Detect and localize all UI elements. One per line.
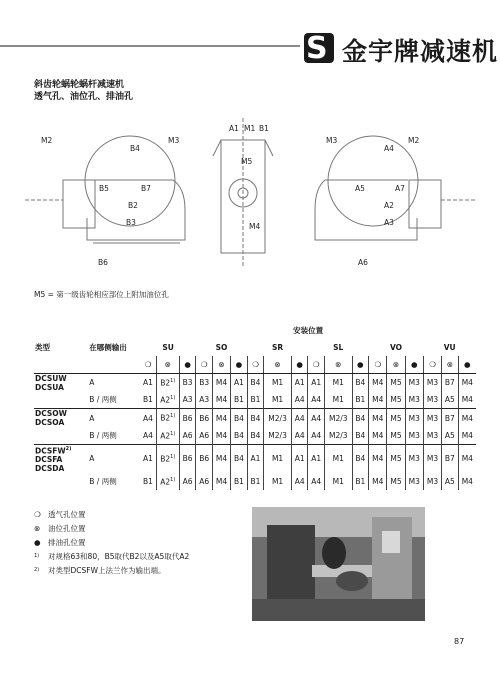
value-cell: M3 [423,473,441,490]
value-cell: M4 [369,409,387,428]
svg-text:B7: B7 [141,184,151,193]
value-cell: M1 [264,444,292,473]
type-cell [34,427,83,444]
drain-icon: ● [34,537,41,547]
symbol-row [34,356,476,373]
symbol-cell: ● [352,356,369,373]
type-cell: DCSFW$^{2)}$ DCSFA DCSDA [34,444,83,473]
value-cell: B6 [179,409,196,428]
title-line-2: 透气孔、油位孔、排油孔 [34,92,134,102]
value-cell: B1 [140,473,156,490]
value-cell: B6 [179,444,196,473]
table-install-header-row [34,322,476,339]
output-cell: B / 两侧 [89,395,117,405]
symbol-cell: ❍ [247,356,264,373]
svg-text:B6: B6 [98,258,108,267]
value-cell: M1 [324,392,352,409]
brand-name: 金宇牌减速机 [342,37,499,66]
value-cell: B1 [352,473,369,490]
legend-level: ⊗ 油位孔位置 [34,523,86,533]
brand-logo: S [304,33,334,63]
svg-text:B3: B3 [126,218,136,227]
output-cell: A [83,409,140,428]
pos-sl: SL [333,343,344,352]
value-cell: A4 [308,427,325,444]
value-cell: M4 [461,477,473,486]
factory-photo [252,507,425,621]
value-cell: B3 [179,373,196,392]
value-cell: A4 [308,473,325,490]
col-output: 在哪侧输出 [89,343,127,352]
value-cell: M5 [387,373,405,392]
value-cell: B4 [231,444,248,473]
svg-text:B5: B5 [99,184,109,193]
value-cell: M4 [461,430,473,440]
symbol-cell: ⊗ [156,356,179,373]
value-cell: B4 [247,409,264,428]
symbol-cell: ● [231,356,248,373]
value-cell: B2$^{1)}$ [156,409,179,428]
value-cell: B4 [247,427,264,444]
value-cell: B2$^{1)}$ [156,373,179,392]
value-cell: M3 [423,409,441,428]
type-cell [34,473,83,490]
symbol-cell: ● [291,356,308,373]
svg-text:B1: B1 [259,124,269,133]
value-cell: M3 [405,373,423,392]
value-cell: B7 [442,409,459,428]
svg-text:B2: B2 [128,201,138,210]
value-cell: A1 [308,444,325,473]
value-cell: M2/3 [324,409,352,428]
value-cell: A4 [291,392,308,409]
footnote-2: 2) 对类型DCSFW上法兰作为输出端。 [34,565,166,575]
value-cell: M5 [387,427,405,444]
table-row [34,473,476,490]
value-cell: M4 [458,373,476,392]
value-cell: A4 [291,473,308,490]
value-cell: M3 [405,392,423,409]
value-cell: M4 [212,444,230,473]
value-cell: M5 [387,392,405,409]
value-cell: A4 [308,409,325,428]
value-cell: B7 [442,444,459,473]
value-cell: M4 [212,392,230,409]
value-cell: B1 [231,473,248,490]
value-cell: M2/3 [324,427,352,444]
symbol-cell: ❍ [423,356,441,373]
value-cell: M4 [461,395,473,405]
reducer-drawings [25,118,475,278]
value-cell: B2$^{1)}$ [156,444,179,473]
value-cell: M4 [369,392,387,409]
value-cell: M5 [387,409,405,428]
output-cell: A [83,373,140,392]
value-cell: B4 [352,409,369,428]
header-rule [0,45,300,47]
output-cell: A [83,444,140,473]
value-cell: M4 [212,473,230,490]
svg-text:M2: M2 [408,136,420,145]
value-cell: M1 [324,444,352,473]
legend [34,507,189,577]
symbol-cell: ❍ [308,356,325,373]
value-cell: A6 [179,473,196,490]
value-cell: M4 [212,409,230,428]
symbol-cell: ⊗ [442,356,459,373]
value-cell: B4 [247,373,264,392]
value-cell: M1 [324,373,352,392]
value-cell: M3 [423,392,441,409]
table-row [34,373,476,392]
value-cell: M3 [423,444,441,473]
value-cell: A1 [291,444,308,473]
value-cell: A6 [196,473,213,490]
legend-vent: ❍ 透气孔位置 [34,509,86,519]
document-title [34,79,133,103]
value-cell: M1 [264,373,292,392]
svg-text:M3: M3 [168,136,180,145]
symbol-cell: ● [405,356,423,373]
value-cell: A4 [291,409,308,428]
value-cell: A2$^{1)}$ [156,392,179,409]
install-position-label: 安装位置 [293,326,324,335]
value-cell: M4 [212,427,230,444]
value-cell: A1 [140,373,156,392]
value-cell: B4 [352,427,369,444]
value-cell: M3 [423,427,441,444]
value-cell: B1 [247,473,264,490]
value-cell: A1 [291,373,308,392]
svg-text:A4: A4 [384,144,394,153]
symbol-cell: ❍ [369,356,387,373]
position-table [34,322,476,490]
svg-text:A7: A7 [395,184,405,193]
symbol-cell: ⊗ [212,356,230,373]
value-cell: A5 [442,427,459,444]
value-cell: M3 [405,473,423,490]
pos-so: SO [215,343,228,352]
value-cell: M4 [458,409,476,428]
value-cell: M1 [324,473,352,490]
table-row [34,392,476,409]
value-cell: M3 [405,444,423,473]
type-cell [34,392,83,409]
value-cell: B4 [231,409,248,428]
value-cell: A4 [140,427,156,444]
symbol-cell: ❍ [196,356,213,373]
svg-text:M5: M5 [241,157,253,166]
value-cell: B7 [442,373,459,392]
value-cell: B1 [231,392,248,409]
symbol-cell: ⊗ [324,356,352,373]
value-cell: M4 [369,373,387,392]
value-cell: B4 [231,427,248,444]
table-row [34,444,476,473]
value-cell: M1 [264,392,292,409]
footnote-1: 1) 对规格63和80，B5取代B2以及A5取代A2 [34,551,190,561]
value-cell: A4 [308,392,325,409]
value-cell: A2$^{1)}$ [156,427,179,444]
svg-text:A6: A6 [358,258,368,267]
svg-text:M3: M3 [326,136,338,145]
svg-text:A1: A1 [229,124,239,133]
svg-text:M1: M1 [244,124,256,133]
value-cell: A6 [179,427,196,444]
table-row [34,409,476,428]
output-cell: B / 两侧 [89,430,117,440]
svg-text:M2: M2 [41,136,53,145]
value-cell: A4 [140,409,156,428]
value-cell: M1 [264,473,292,490]
page-number: 87 [454,637,465,646]
value-cell: B4 [352,373,369,392]
value-cell: A5 [442,473,459,490]
symbol-cell: ● [179,356,196,373]
value-cell: M5 [387,444,405,473]
pos-su: SU [162,343,174,352]
svg-text:A5: A5 [355,184,365,193]
symbol-cell: ❍ [140,356,156,373]
value-cell: A6 [196,427,213,444]
symbol-cell: ⊗ [264,356,292,373]
value-cell: M3 [405,409,423,428]
svg-text:A3: A3 [384,218,394,227]
symbol-cell: ● [458,356,476,373]
value-cell: M2/3 [264,427,292,444]
value-cell: A1 [231,373,248,392]
type-cell: DCSOW DCSOA [34,409,83,428]
table-body [34,373,476,490]
svg-text:M4: M4 [249,222,261,231]
value-cell: A5 [442,392,459,409]
value-cell: M3 [423,373,441,392]
pos-sr: SR [271,343,284,352]
svg-text:B4: B4 [130,144,140,153]
value-cell: A3 [196,392,213,409]
pos-vo: VO [389,343,402,352]
value-cell: A3 [179,392,196,409]
title-line-1: 斜齿轮蜗轮蜗杆减速机 [34,80,125,90]
table-row [34,427,476,444]
value-cell: M4 [212,373,230,392]
level-icon: ⊗ [34,523,41,533]
value-cell: M5 [387,473,405,490]
value-cell: A4 [291,427,308,444]
value-cell: A2$^{1)}$ [156,473,179,490]
value-cell: B6 [196,409,213,428]
svg-text:A2: A2 [384,201,394,210]
value-cell: M4 [369,473,387,490]
value-cell: M4 [369,444,387,473]
value-cell: M4 [458,444,476,473]
value-cell: A1 [308,373,325,392]
col-type: 类型 [35,343,50,352]
legend-drain: ● 排油孔位置 [34,537,86,547]
m5-note: M5 = 第一级齿轮相应部位上附加油位孔 [34,290,169,299]
value-cell: B1 [352,392,369,409]
type-cell: DCSUW DCSUA [34,373,83,392]
table-position-header-row [34,339,476,356]
output-cell: B / 两侧 [89,477,117,486]
value-cell: B4 [352,444,369,473]
value-cell: B1 [140,392,156,409]
symbol-cell: ⊗ [387,356,405,373]
value-cell: M4 [369,427,387,444]
vent-icon: ❍ [34,509,41,519]
value-cell: B1 [247,392,264,409]
value-cell: A1 [247,444,264,473]
value-cell: B6 [196,444,213,473]
value-cell: M2/3 [264,409,292,428]
right-worm-housing [328,136,418,226]
value-cell: M3 [405,427,423,444]
value-cell: B3 [196,373,213,392]
value-cell: A1 [140,444,156,473]
left-motor-flange [63,180,95,228]
pos-vu: VU [443,343,456,352]
